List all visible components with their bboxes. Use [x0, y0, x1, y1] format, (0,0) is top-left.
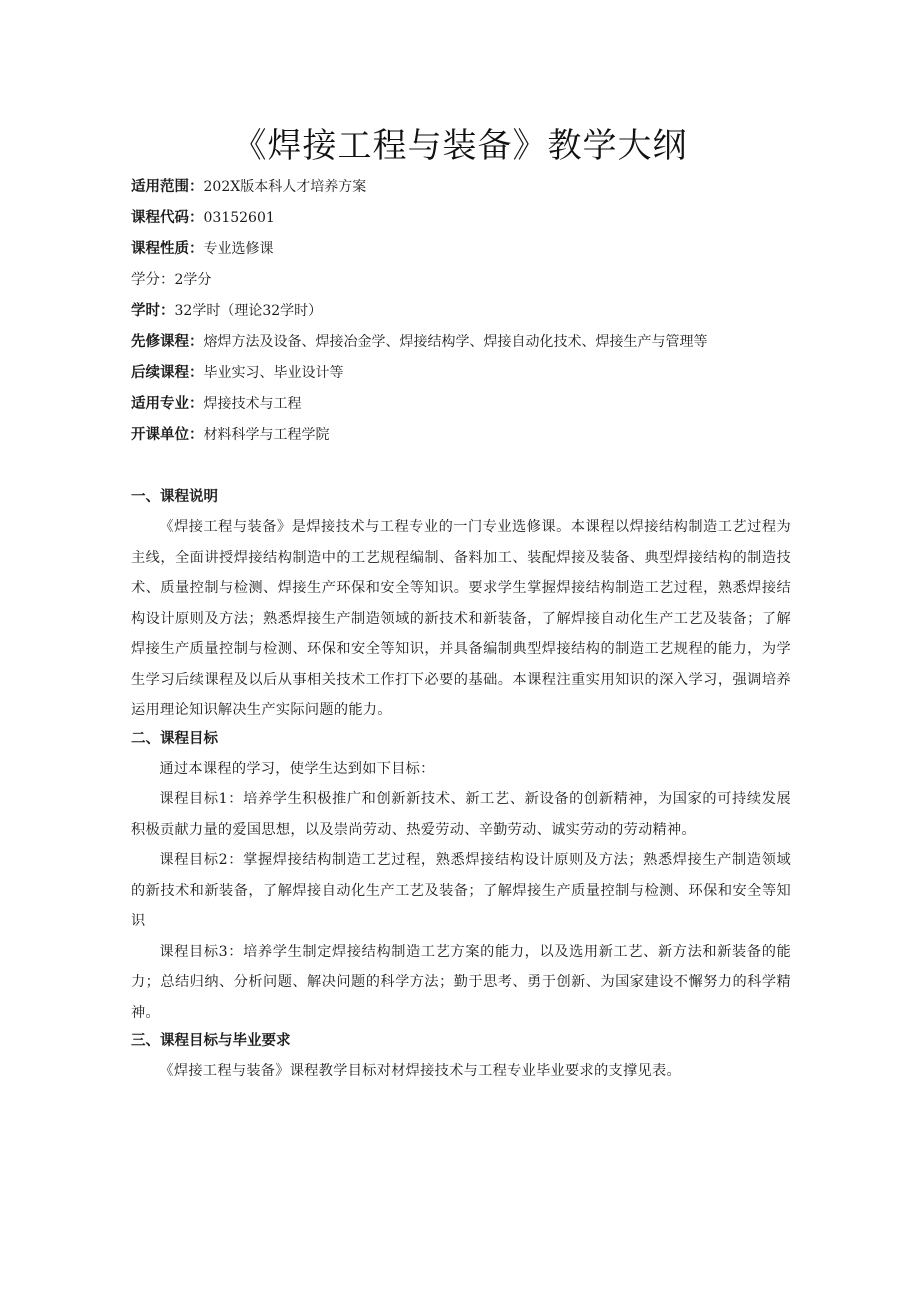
- goals-requirements-paragraph: 《焊接工程与装备》课程教学目标对材焊接技术与工程专业毕业要求的支撑见表。: [159, 1063, 681, 1079]
- course-description-paragraph: 《焊接工程与装备》是焊接技术与工程专业的一门专业选修课。本课程以焊接结构制造工艺过程为主线，全面讲授焊接结构制造中的工艺规程编制、备料加工、装配焊接及装备、典型焊接结构的制造技术、质量控制与检测、焊接生产环保和安全等知识。要求学生掌握焊接结构制造工艺过程，熟悉焊接结构设计原则及方法；熟悉焊接生产制造领域的新技术和新装备，了解焊接自动化生产工艺及装备；了解焊接生产质量控制与检测、环保和安全等知识，并具备编制典型焊接结构的制造工艺规程的能力，为学生学习后续课程及以后从事相关技术工作打下必要的基础。本课程注重实用知识的深入学习，强调培养运用理论知识解决生产实际问题的能力。: [131, 519, 791, 718]
- info-label: 后续课程：: [131, 365, 204, 381]
- info-row-credits: [131, 269, 811, 300]
- info-row-course-type: [131, 238, 811, 269]
- info-value: 材料科学与工程学院: [203, 427, 330, 443]
- info-row-department: [131, 424, 811, 455]
- info-label: 适用范围：: [131, 179, 204, 195]
- info-value: 32学时（理论32学时）: [174, 303, 323, 319]
- info-label: 开课单位：: [131, 427, 204, 443]
- info-label: 学时：: [131, 303, 175, 319]
- section-heading-goals-requirements: 三、课程目标与毕业要求: [131, 1033, 291, 1049]
- info-value: 专业选修课: [203, 241, 274, 257]
- info-row-hours: [131, 300, 811, 331]
- info-row-prerequisites: [131, 331, 811, 362]
- info-row-major: [131, 393, 811, 424]
- info-value: 焊接技术与工程: [203, 396, 302, 412]
- section-heading-course-description: 一、课程说明: [131, 489, 218, 505]
- section-heading-course-goals: 二、课程目标: [131, 730, 218, 747]
- info-label: 适用专业：: [131, 396, 204, 412]
- goal-1-paragraph: 课程目标1：培养学生积极推广和创新新技术、新工艺、新设备的创新精神，为国家的可持续发展积极贡献力量的爱国思想，以及崇尚劳动、热爱劳动、辛勤劳动、诚实劳动的劳动精神。: [131, 791, 791, 838]
- info-label: 课程代码：: [131, 210, 204, 226]
- info-row-follow-up: [131, 362, 811, 393]
- info-value: 毕业实习、毕业设计等: [203, 365, 344, 381]
- course-info-block: [131, 176, 811, 455]
- document-title: 《焊接工程与装备》教学大纲: [232, 126, 688, 166]
- document-body: [131, 486, 791, 1087]
- info-value: 熔焊方法及设备、焊接冶金学、焊接结构学、焊接自动化技术、焊接生产与管理等: [203, 334, 708, 350]
- goal-3-paragraph: 课程目标3：培养学生制定焊接结构制造工艺方案的能力，以及选用新工艺、新方法和新装备的能力；总结归纳、分析问题、解决问题的科学方法；勤于思考、勇于创新、为国家建设不懈努力的科学精神。: [131, 943, 791, 1021]
- info-label: 课程性质：: [131, 241, 204, 257]
- goal-2-paragraph: 课程目标2：掌握焊接结构制造工艺过程，熟悉焊接结构设计原则及方法；熟悉焊接生产制造领域的新技术和新装备，了解焊接自动化生产工艺及装备；了解焊接生产质量控制与检测、环保和安全等知识: [131, 852, 791, 929]
- goals-intro-paragraph: 通过本课程的学习，使学生达到如下目标：: [159, 760, 435, 777]
- info-label: 先修课程：: [131, 334, 204, 350]
- info-value: 2学分: [174, 272, 212, 288]
- info-row-course-code: [131, 207, 811, 238]
- info-value: 202X版本科人才培养方案: [203, 179, 367, 195]
- info-row-scope: [131, 176, 811, 207]
- info-value: 03152601: [203, 210, 275, 226]
- info-label: 学分：: [131, 272, 175, 288]
